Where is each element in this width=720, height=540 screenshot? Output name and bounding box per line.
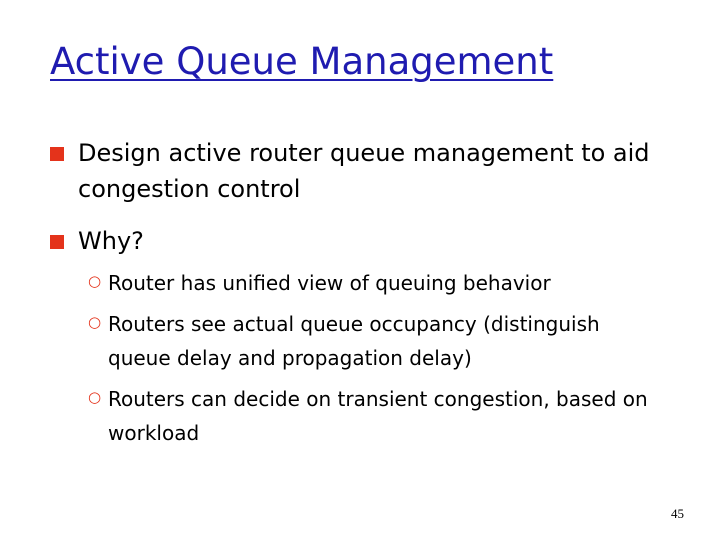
- sub-bullet-text: Routers see actual queue occupancy (distinguish queue delay and propagation delay): [108, 312, 600, 370]
- bullet-why: [50, 223, 658, 259]
- square-bullet-icon: [50, 147, 64, 161]
- sub-bullet-text: Routers can decide on transient congestion, based on workload: [108, 387, 648, 445]
- sub-bullet-queue-occupancy: [88, 307, 648, 375]
- sub-bullet-text: Router has unified view of queuing behavior: [108, 271, 551, 295]
- page-number: 45: [671, 506, 684, 521]
- bullet-design: [50, 135, 658, 207]
- bullet-text: Why?: [78, 227, 144, 255]
- bullet-text: Design active router queue management to aid congestion control: [78, 139, 650, 203]
- sub-bullet-unified-view: [88, 266, 648, 300]
- slide-title: Active Queue Management: [50, 40, 554, 83]
- circle-bullet-icon: ○: [88, 388, 102, 406]
- square-bullet-icon: [50, 235, 64, 249]
- circle-bullet-icon: ○: [88, 272, 102, 290]
- circle-bullet-icon: ○: [88, 313, 102, 331]
- sub-bullet-transient-congestion: [88, 382, 648, 450]
